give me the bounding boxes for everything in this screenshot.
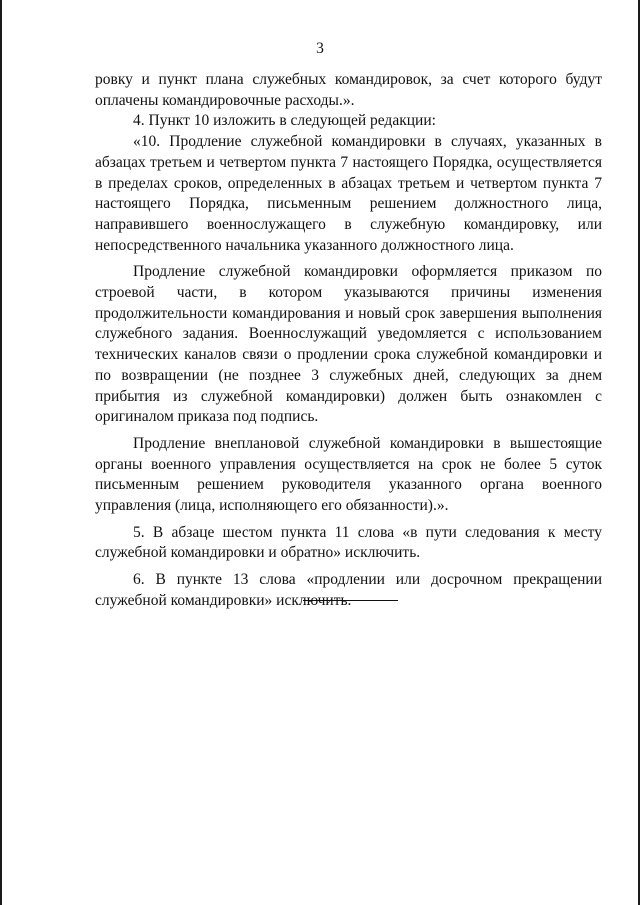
- paragraph-item-4: 4. Пункт 10 изложить в следующей редакции:: [133, 112, 436, 130]
- paragraph-item-5: 5. В абзаце шестом пункта 11 слова «в пути следования к месту служебной командировки и обратно» исключить.: [95, 523, 602, 562]
- paragraph-continuation: ровку и пункт плана служебных командировок, за счет которого будут оплачены командировочные расходы.».: [95, 71, 602, 109]
- paragraph-item-10-text: «10. Продление служебной командировки в случаях, указанных в абзацах третьем и четвертом пункта 7 настоящего Порядка, осуществляется в пределах сроков, определенных в абзацах третьем и четвертом пункта 7 настоящего Порядка, письменным решением должностного лица, направившего военнослужащего в служебную командировку, или непосредственного начальника указанного должностного лица.: [95, 133, 602, 254]
- paragraph-extension-order: Продление служебной командировки оформляется приказом по строевой части, в котором указываются причины изменения продолжительности командирования и новый срок завершения выполнения служебного задания. Военнослужащий уведомляется с использованием технических каналов связи о продлении срока служебной командировки и по возвращении (не позднее 3 служебных дней, следующих за днем прибытия из служебной командировки) должен быть ознакомлен с оригиналом приказа под подпись.: [95, 263, 602, 426]
- paragraph-item-6: 6. В пункте 13 слова «продлении или досрочном прекращении служебной командировки» исключить.: [95, 571, 602, 609]
- page-left-edge: [0, 0, 2, 905]
- document-body: [95, 70, 602, 612]
- page-number: 3: [316, 40, 324, 57]
- end-of-text-rule: [303, 600, 398, 601]
- paragraph-unplanned-extension: Продление внеплановой служебной командировки в вышестоящие органы военного управления осуществляется на срок не более 5 суток письменным решением руководителя указанного органа военного управления (лица, исполняющего его обязанности).».: [95, 434, 602, 515]
